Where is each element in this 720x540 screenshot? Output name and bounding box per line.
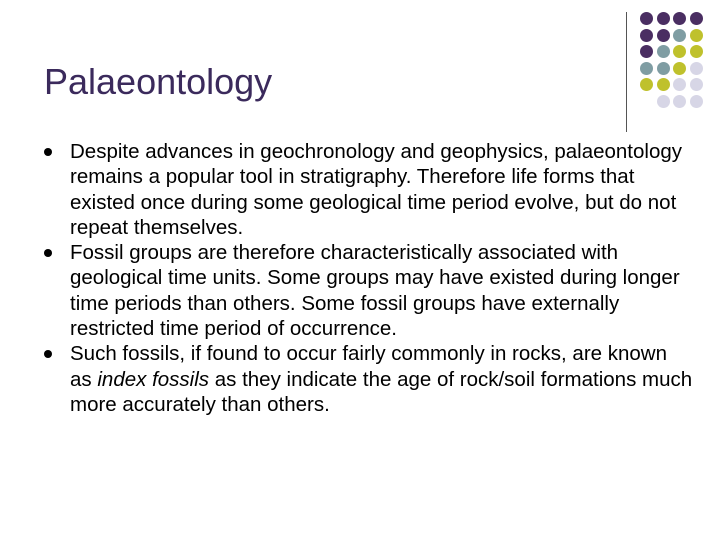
decorative-dot [657,78,670,91]
decorative-dot [690,78,703,91]
decorative-dot [673,45,686,58]
bullet-list [44,139,694,417]
bullet-item [44,341,694,417]
bullet-text [70,342,692,416]
bullet-dot-icon [44,350,52,358]
decorative-dot [673,29,686,42]
bullet-text: Fossil groups are therefore characteristically associated with geological time units. Some groups may have existed during longer time periods than others. Some fossil groups have externally restricted time period of occurrence. [70,241,680,341]
decorative-dot [673,12,686,25]
slide-title: Palaeontology [44,61,273,102]
index-fossils-emphasis: index fossils [97,367,210,391]
decorative-dot [690,95,703,108]
decorative-dot [657,62,670,75]
decorative-dot [640,78,653,91]
decorative-dot [640,45,653,58]
decorative-dot [673,62,686,75]
decorative-dot [657,95,670,108]
decorative-dot-grid [0,0,720,140]
bullet-item [44,139,694,240]
bullet-dot-icon [44,249,52,257]
decorative-dot [640,12,653,25]
decorative-dot [657,29,670,42]
decorative-dot [690,45,703,58]
decorative-dot [657,45,670,58]
bullet-text-start: Such fossils, if found to occur fairly commonly in rocks, are known as [70,342,668,391]
decorative-dot [657,12,670,25]
bullet-text: Despite advances in geochronology and geophysics, palaeontology remains a popular tool in stratigraphy. Therefore life forms that existed once during some geological time period evolve, but do not repeat themselves. [70,140,683,239]
decorative-dot [673,78,686,91]
bullet-item [44,240,694,341]
decorative-dot [690,12,703,25]
decorative-dot [690,62,703,75]
decorative-dot [640,62,653,75]
bullet-dot-icon [44,148,52,156]
decorative-dot [640,29,653,42]
bullet-text-end: as they indicate the age of rock/soil formations much more accurately than others. [70,367,693,416]
decorative-dot [690,29,703,42]
decorative-divider-line [626,12,627,132]
decorative-dot [673,95,686,108]
